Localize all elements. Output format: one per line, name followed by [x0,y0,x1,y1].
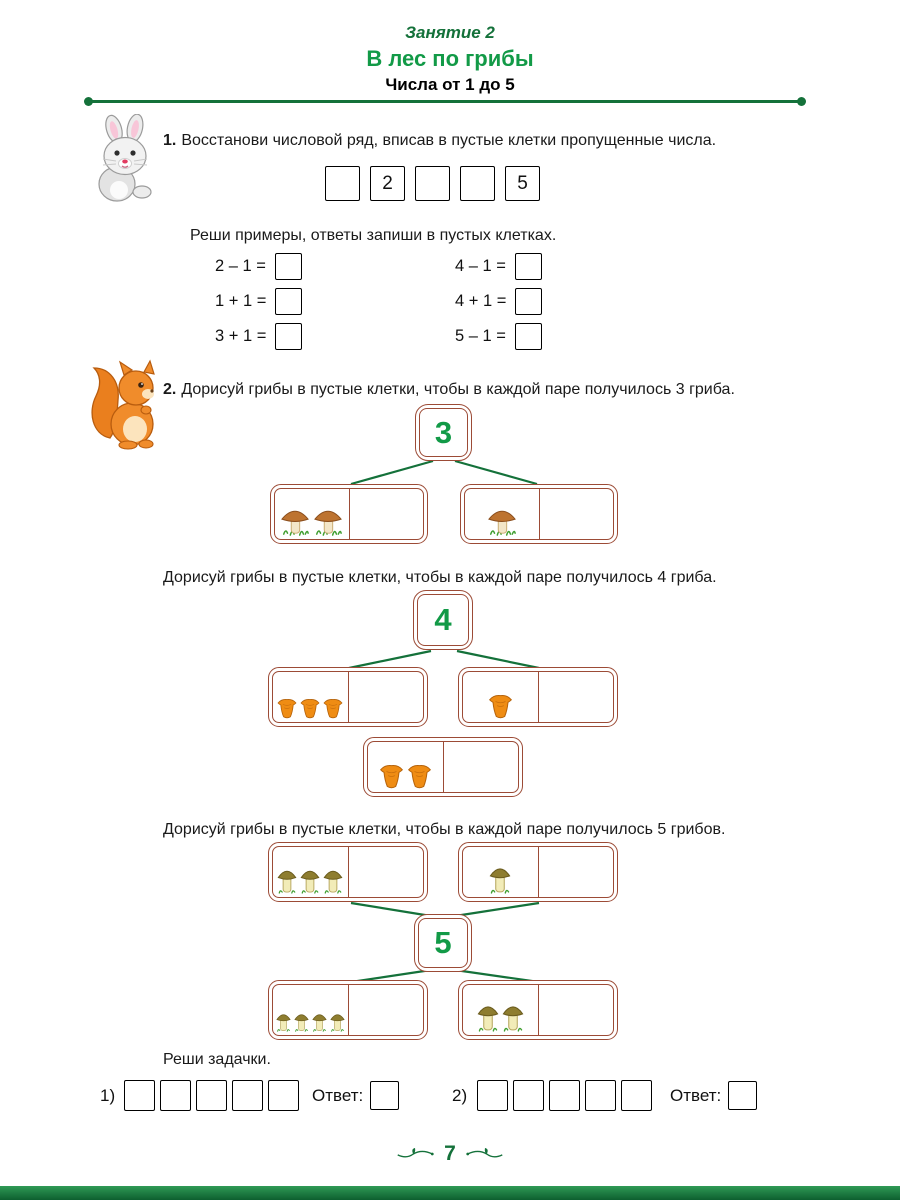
olive-mushroom-icon [322,865,344,894]
mushroom-cell-filled [465,489,540,539]
mushroom-pair-box [458,980,618,1040]
page-number: 7 [444,1142,456,1165]
equation-row [215,288,302,315]
mushroom-cell-empty[interactable] [444,742,519,792]
mushroom-cell-filled [463,985,539,1035]
equation-answer-box[interactable] [515,253,542,280]
boletus-mushroom-icon [312,506,344,536]
task2-text-5: Дорисуй грибы в пустые клетки, чтобы в каждой паре получилось 5 грибов. [163,821,726,838]
page-title: В лес по грибы [366,46,534,71]
olive-mushroom-icon [501,1000,525,1032]
equation-answer-box[interactable] [275,253,302,280]
target-number: 4 [417,594,469,646]
target-number-box [413,590,473,650]
problem2-cells [477,1080,652,1111]
task1-number: 1. [163,132,177,149]
chanterelle-mushroom-icon [322,698,344,719]
problem1-label: 1) [100,1086,116,1105]
mushroom-cell-filled [463,672,539,722]
page-subtitle: Числа от 1 до 5 [385,75,515,94]
number-sequence [325,166,540,201]
answer-cell[interactable] [549,1080,580,1111]
equation-answer-box[interactable] [275,323,302,350]
olive-mushroom-icon [311,1010,328,1032]
answer-cell[interactable] [232,1080,263,1111]
mushroom-cell-filled [273,985,349,1035]
answer-cell[interactable] [196,1080,227,1111]
problems-intro: Реши задачки. [163,1051,271,1068]
mushroom-cell-empty[interactable] [350,489,424,539]
equation-label: 4 – 1 = [455,257,506,275]
mushroom-cell-empty[interactable] [539,672,614,722]
page-footer [0,1142,900,1166]
mushroom-pair-box [458,667,618,727]
mushroom-pair-box [363,737,523,797]
answer-cell[interactable] [477,1080,508,1111]
bottom-green-bar [0,1186,900,1200]
mushroom-pair-box [268,980,428,1040]
divider-dot-right [797,97,806,106]
olive-mushroom-icon [329,1010,346,1032]
leaf-ornament-icon [466,1147,504,1161]
header-divider [86,100,804,103]
target-number-box [415,404,472,461]
equation-label: 5 – 1 = [455,327,506,345]
answer-cell[interactable] [585,1080,616,1111]
equation-row [455,323,542,350]
mushroom-pair-box [268,667,428,727]
mushroom-cell-empty[interactable] [540,489,614,539]
chanterelle-mushroom-icon [487,694,514,719]
equation-label: 3 + 1 = [215,327,267,345]
olive-mushroom-icon [293,1010,310,1032]
chanterelle-mushroom-icon [276,698,298,719]
lesson-label: Занятие 2 [405,23,495,42]
boletus-mushroom-icon [486,506,518,536]
mushroom-cell-filled [273,672,349,722]
boletus-mushroom-icon [279,506,311,536]
equation-row [215,253,302,280]
answer-cell[interactable] [124,1080,155,1111]
equation-row [455,253,542,280]
sequence-cell-empty[interactable] [415,166,450,201]
olive-mushroom-icon [488,862,512,894]
target-number: 5 [418,918,468,968]
chanterelle-mushroom-icon [378,764,405,789]
answer-cell[interactable] [513,1080,544,1111]
equation-label: 1 + 1 = [215,292,267,310]
diagram-sum-3 [0,402,900,547]
olive-mushroom-icon [276,865,298,894]
sequence-cell-empty[interactable] [325,166,360,201]
answer-label: Ответ: [670,1086,722,1105]
sequence-cell-filled: 5 [505,166,540,201]
problem2-label: 2) [452,1086,468,1105]
task2-text: 2. Дорисуй грибы в пустые клетки, чтобы в каждой паре получилось 3 гриба. [163,381,735,398]
mushroom-pair-box [458,842,618,902]
sequence-cell-empty[interactable] [460,166,495,201]
mushroom-cell-filled [463,847,539,897]
olive-mushroom-icon [275,1010,292,1032]
answer-cell[interactable] [621,1080,652,1111]
leaf-ornament-icon [396,1147,434,1161]
chanterelle-mushroom-icon [299,698,321,719]
mushroom-cell-filled [273,847,349,897]
equation-label: 2 – 1 = [215,257,266,275]
problem1-cells [124,1080,299,1111]
examples-intro: Реши примеры, ответы запиши в пустых клетках. [190,227,557,244]
olive-mushroom-icon [476,1000,500,1032]
target-number-box [414,914,472,972]
mushroom-cell-empty[interactable] [539,847,614,897]
equation-answer-box[interactable] [275,288,302,315]
divider-dot-left [84,97,93,106]
mushroom-pair-box [268,842,428,902]
answer-box[interactable] [728,1081,757,1110]
olive-mushroom-icon [299,865,321,894]
mushroom-cell-empty[interactable] [349,672,424,722]
answer-cell[interactable] [160,1080,191,1111]
diagram-sum-4 [0,590,900,805]
equation-answer-box[interactable] [515,323,542,350]
equation-row [215,323,302,350]
task2-text-4: Дорисуй грибы в пустые клетки, чтобы в каждой паре получилось 4 гриба. [163,569,717,586]
mushroom-cell-filled [368,742,444,792]
mushroom-cell-empty[interactable] [349,847,424,897]
task2-number: 2. [163,381,177,398]
diagram-sum-5 [0,840,900,1045]
task1-text: 1. Восстанови числовой ряд, вписав в пустые клетки пропущенные числа. [163,132,717,149]
sequence-cell-filled: 2 [370,166,405,201]
rabbit-icon [90,114,162,204]
mushroom-cell-empty[interactable] [349,985,424,1035]
answer-box[interactable] [370,1081,399,1110]
chanterelle-mushroom-icon [406,764,433,789]
equation-row [455,288,542,315]
answer-label: Ответ: [312,1086,364,1105]
mushroom-cell-filled [275,489,350,539]
equation-answer-box[interactable] [515,288,542,315]
target-number: 3 [419,408,468,457]
mushroom-pair-box [460,484,618,544]
answer-cell[interactable] [268,1080,299,1111]
mushroom-pair-box [270,484,428,544]
mushroom-cell-empty[interactable] [539,985,614,1035]
equation-label: 4 + 1 = [455,292,507,310]
